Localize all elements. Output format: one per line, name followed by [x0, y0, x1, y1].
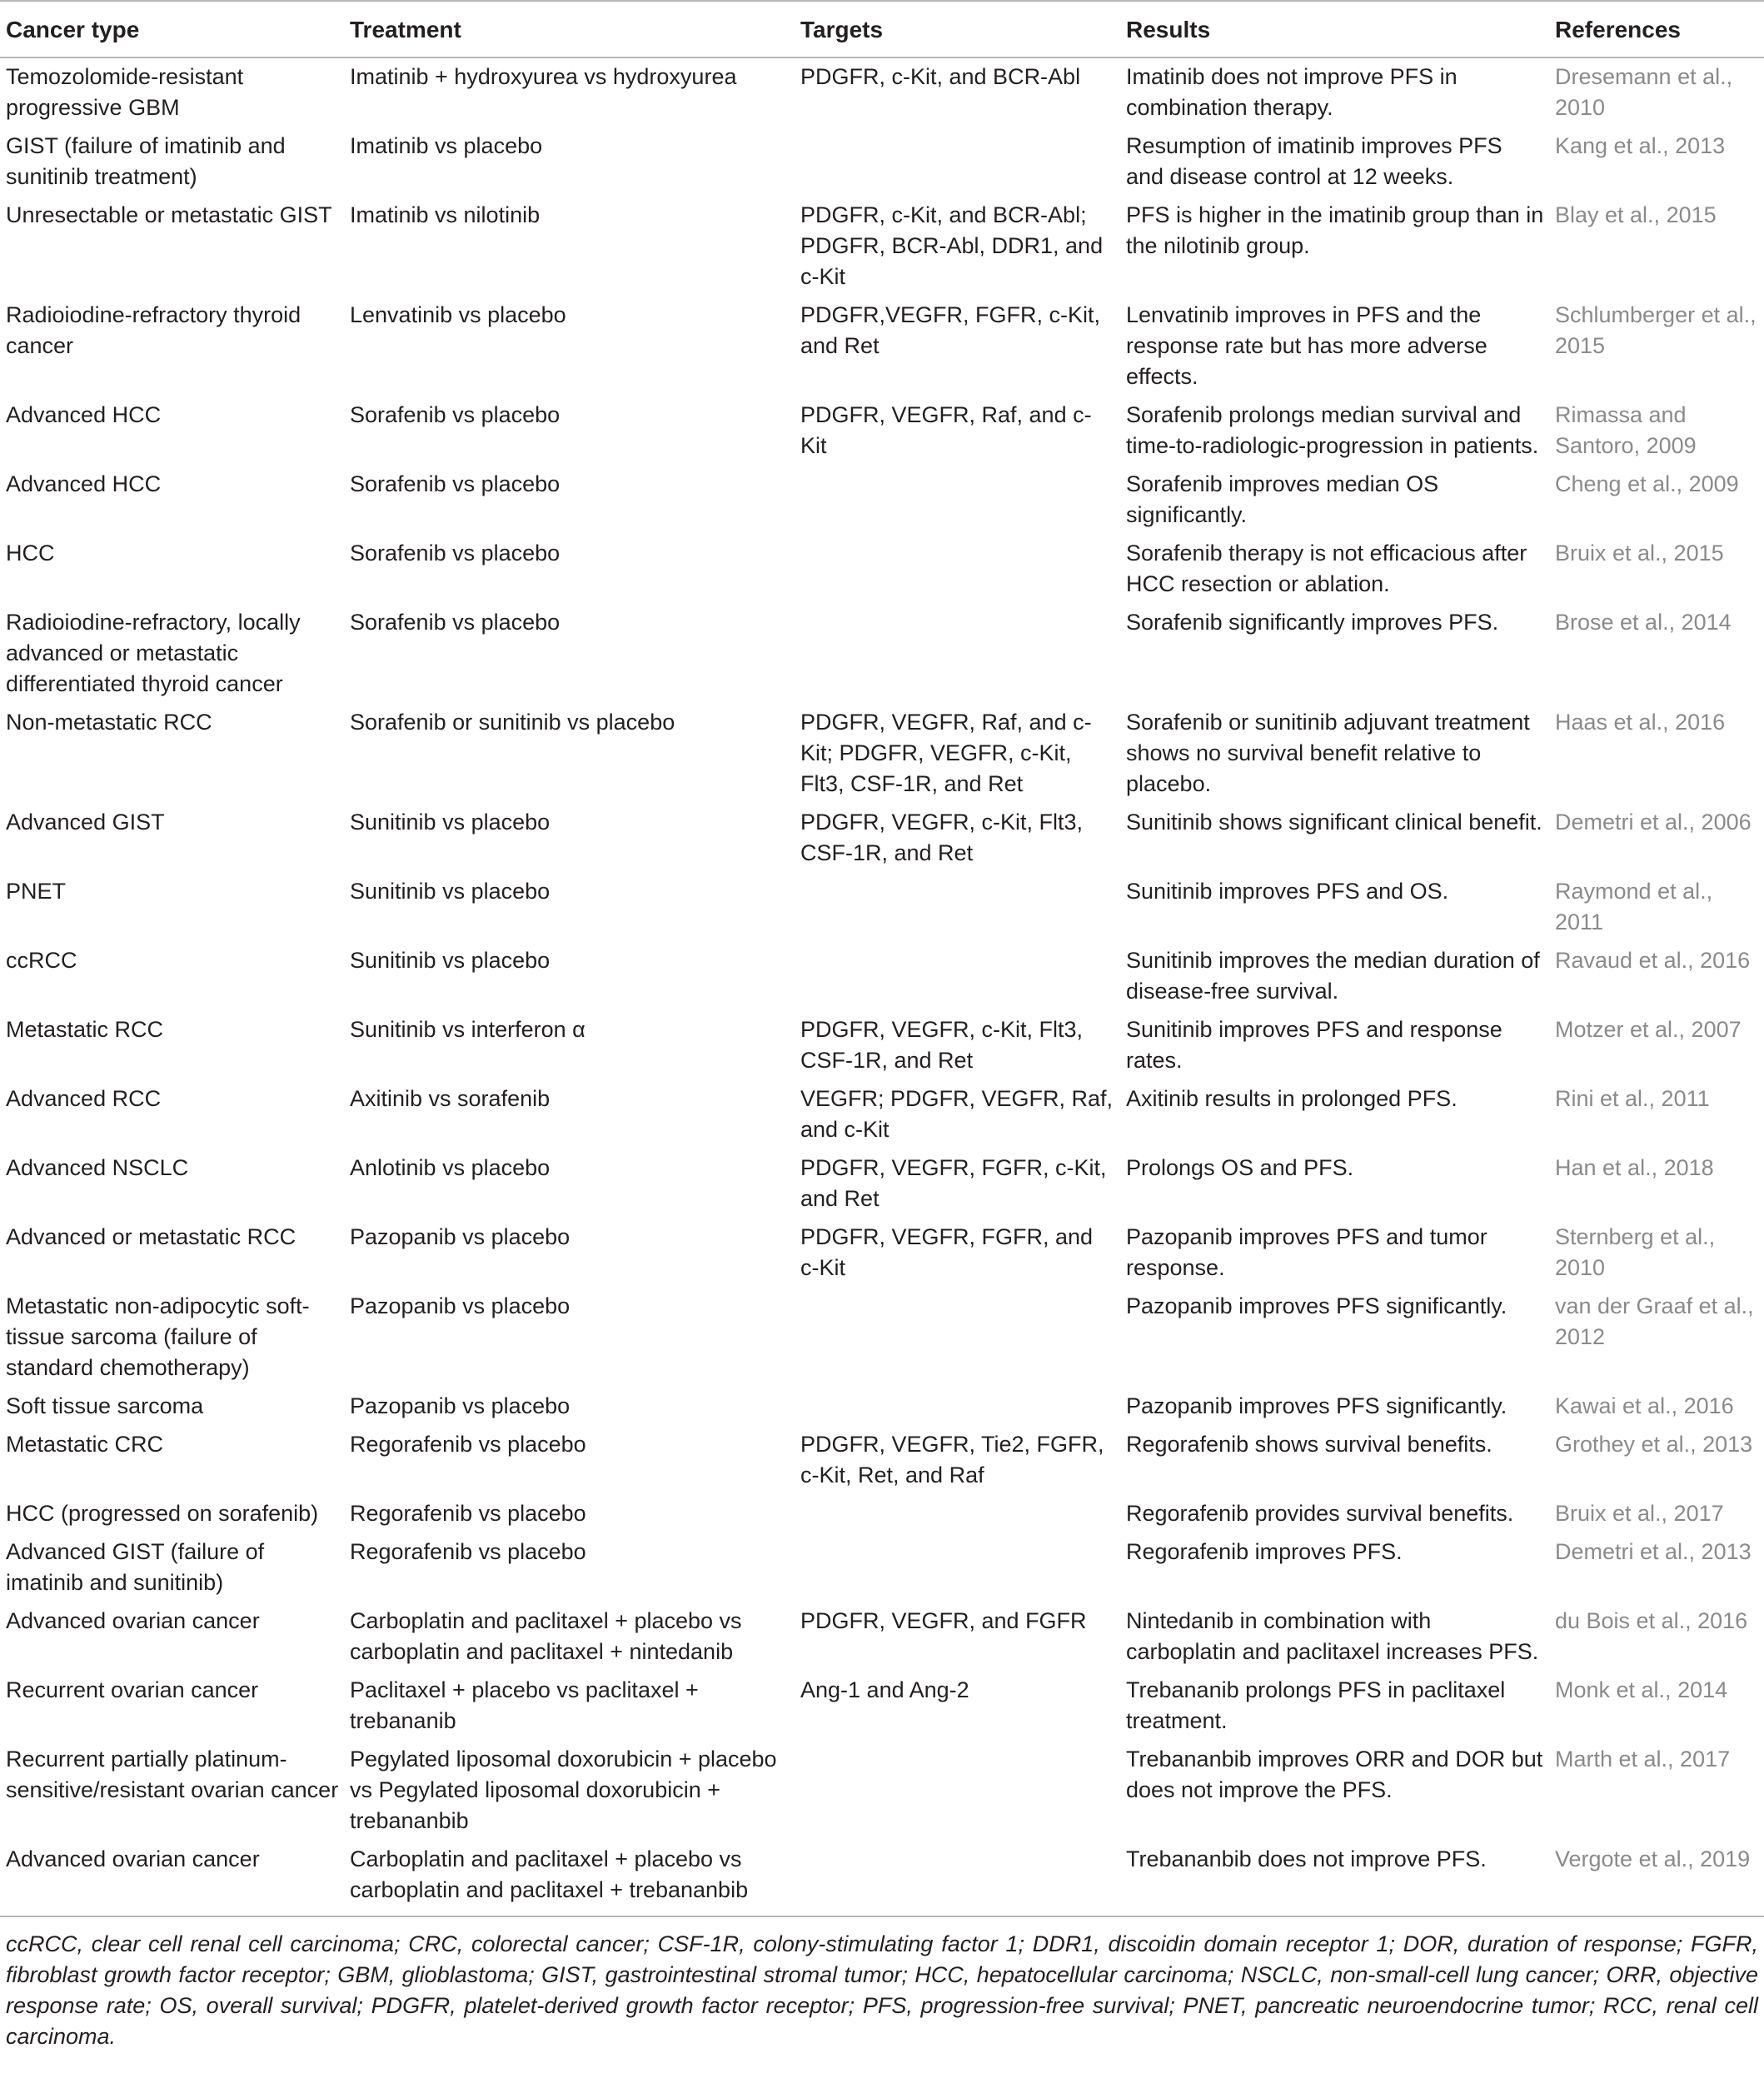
table-row	[0, 1288, 1764, 1388]
table-row	[0, 466, 1764, 535]
reference-cell: Han et al., 2018	[1555, 1155, 1714, 1180]
targets-cell: PDGFR, VEGFR, Raf, and c-Kit; PDGFR, VEGFR, c-Kit, Flt3, CSF-1R, and Ret	[800, 710, 1092, 796]
reference-cell: Monk et al., 2014	[1555, 1677, 1728, 1702]
targets-cell: PDGFR, VEGFR, Tie2, FGFR, c-Kit, Ret, and Raf	[800, 1432, 1104, 1487]
cancer-type-cell: Advanced RCC	[6, 1086, 162, 1111]
treatment-cell: Carboplatin and paclitaxel + placebo vs carboplatin and paclitaxel + trebananbib	[344, 1841, 795, 1916]
header-targets: Targets	[795, 1, 1120, 57]
targets-cell	[795, 942, 1120, 1011]
reference-cell: Cheng et al., 2009	[1555, 471, 1739, 496]
targets-cell: PDGFR, VEGFR, c-Kit, Flt3, CSF-1R, and Ret	[800, 810, 1084, 865]
treatment-cell: Imatinib + hydroxyurea vs hydroxyurea	[350, 64, 737, 89]
targets-cell: PDGFR, VEGFR, Raf, and c-Kit	[800, 402, 1092, 458]
results-cell: Trebananbib improves ORR and DOR but does not improve the PFS.	[1126, 1747, 1543, 1802]
targets-cell	[795, 1841, 1120, 1916]
treatment-cell: Anlotinib vs placebo	[350, 1155, 551, 1180]
treatment-cell: Regorafenib vs placebo	[350, 1539, 586, 1564]
reference-cell: Kang et al., 2013	[1555, 133, 1726, 158]
table-row	[0, 1149, 1764, 1218]
results-cell: Sunitinib shows significant clinical benefit.	[1126, 810, 1542, 835]
treatment-cell: Sorafenib or sunitinib vs placebo	[350, 710, 675, 735]
reference-cell: Demetri et al., 2013	[1555, 1539, 1752, 1564]
treatment-cell: Sorafenib vs placebo	[350, 402, 561, 427]
targets-cell: PDGFR, VEGFR, c-Kit, Flt3, CSF-1R, and Ret	[800, 1017, 1084, 1073]
treatment-cell: Pazopanib vs placebo	[350, 1393, 571, 1418]
treatment-cell: Sunitinib vs placebo	[350, 810, 551, 835]
results-cell: Sorafenib significantly improves PFS.	[1126, 610, 1499, 635]
targets-cell	[795, 466, 1120, 535]
targets-cell	[795, 127, 1120, 197]
results-cell: Sunitinib improves PFS and OS.	[1126, 879, 1449, 904]
table-row	[0, 1388, 1764, 1426]
reference-cell: Rimassa and Santoro, 2009	[1555, 402, 1697, 458]
results-cell: Pazopanib improves PFS significantly.	[1126, 1293, 1507, 1318]
results-cell: Resumption of imatinib improves PFS and disease control at 12 weeks.	[1126, 133, 1502, 189]
cancer-type-cell: Recurrent partially platinum-sensitive/resistant ovarian cancer	[6, 1747, 339, 1802]
cancer-type-cell: Soft tissue sarcoma	[6, 1393, 204, 1418]
results-cell: Sorafenib prolongs median survival and time-to-radiologic-progression in patients.	[1126, 402, 1539, 458]
results-cell: Axitinib results in prolonged PFS.	[1126, 1086, 1458, 1111]
treatment-cell: Paclitaxel + placebo vs paclitaxel + trebananib	[350, 1677, 699, 1733]
cancer-type-cell: HCC	[6, 541, 55, 566]
reference-cell: Brose et al., 2014	[1555, 610, 1732, 635]
targets-cell: PDGFR, VEGFR, and FGFR	[800, 1608, 1087, 1633]
reference-cell: Ravaud et al., 2016	[1555, 948, 1751, 973]
targets-cell: PDGFR, c-Kit, and BCR-Abl; PDGFR, BCR-Abl, DDR1, and c-Kit	[800, 202, 1104, 289]
treatment-cell: Imatinib vs placebo	[350, 133, 543, 158]
targets-cell: PDGFR, VEGFR, FGFR, c-Kit, and Ret	[800, 1155, 1107, 1211]
results-cell: Nintedanib in combination with carboplatin and paclitaxel increases PFS.	[1126, 1608, 1539, 1664]
results-cell: Trebananbib does not improve PFS.	[1120, 1841, 1549, 1916]
reference-cell: van der Graaf et al., 2012	[1555, 1293, 1754, 1349]
reference-cell: Dresemann et al., 2010	[1555, 64, 1733, 120]
targets-cell: VEGFR; PDGFR, VEGFR, Raf, and c-Kit	[800, 1086, 1114, 1142]
header-references: References	[1549, 1, 1764, 57]
reference-cell: Vergote et al., 2019	[1549, 1841, 1764, 1916]
cancer-type-cell: Advanced ovarian cancer	[6, 1608, 260, 1633]
table-row	[0, 1218, 1764, 1288]
treatment-cell: Sunitinib vs placebo	[350, 879, 551, 904]
targets-cell	[795, 1288, 1120, 1388]
treatment-cell: Regorafenib vs placebo	[350, 1501, 586, 1526]
cancer-type-cell: Metastatic CRC	[6, 1432, 164, 1457]
table-row	[0, 197, 1764, 297]
results-cell: Regorafenib provides survival benefits.	[1126, 1501, 1514, 1526]
results-cell: Sunitinib improves PFS and response rates.	[1126, 1017, 1502, 1073]
results-cell: Regorafenib shows survival benefits.	[1126, 1432, 1492, 1457]
table-row	[0, 1080, 1764, 1149]
table-row	[0, 1602, 1764, 1672]
treatment-cell: Regorafenib vs placebo	[350, 1432, 586, 1457]
targets-cell	[795, 1495, 1120, 1533]
reference-cell: Raymond et al., 2011	[1555, 879, 1713, 934]
reference-cell: Marth et al., 2017	[1555, 1747, 1731, 1772]
table-row	[0, 804, 1764, 873]
targets-cell	[795, 1741, 1120, 1841]
reference-cell: Sternberg et al., 2010	[1555, 1224, 1716, 1280]
treatment-cell: Sorafenib vs placebo	[350, 471, 561, 496]
targets-cell	[795, 604, 1120, 704]
reference-cell: Grothey et al., 2013	[1555, 1432, 1753, 1457]
targets-cell: PDGFR, c-Kit, and BCR-Abl	[800, 64, 1081, 89]
reference-cell: du Bois et al., 2016	[1555, 1608, 1748, 1633]
treatment-cell: Pegylated liposomal doxorubicin + placebo vs Pegylated liposomal doxorubicin + trebananbib	[350, 1747, 777, 1833]
reference-cell: Demetri et al., 2006	[1555, 810, 1752, 835]
reference-cell: Bruix et al., 2015	[1555, 541, 1724, 566]
cancer-type-cell: Radioiodine-refractory thyroid cancer	[6, 302, 301, 358]
reference-cell: Blay et al., 2015	[1555, 202, 1717, 227]
header-row	[0, 1, 1764, 57]
reference-cell: Schlumberger et al., 2015	[1555, 302, 1757, 358]
table-row	[0, 57, 1764, 127]
cancer-type-cell: Metastatic RCC	[6, 1017, 164, 1042]
targets-cell: PDGFR, VEGFR, FGFR, and c-Kit	[800, 1224, 1094, 1280]
treatment-cell: Sunitinib vs placebo	[350, 948, 551, 973]
targets-cell	[795, 1388, 1120, 1426]
results-cell: Sorafenib therapy is not efficacious after HCC resection or ablation.	[1126, 541, 1527, 596]
table-row	[0, 1741, 1764, 1841]
treatment-cell: Lenvatinib vs placebo	[350, 302, 566, 327]
results-cell: Pazopanib improves PFS and tumor response.	[1126, 1224, 1487, 1280]
results-cell: PFS is higher in the imatinib group than in the nilotinib group.	[1126, 202, 1544, 258]
results-cell: Sorafenib or sunitinib adjuvant treatment shows no survival benefit relative to placebo.	[1126, 710, 1530, 796]
table-row	[0, 1672, 1764, 1741]
reference-cell: Haas et al., 2016	[1555, 710, 1726, 735]
cancer-type-cell: Advanced NSCLC	[6, 1155, 189, 1180]
cancer-type-cell: Recurrent ovarian cancer	[6, 1677, 259, 1702]
cancer-type-cell: Advanced GIST	[6, 810, 165, 835]
header-cancer-type: Cancer type	[0, 1, 344, 57]
cancer-type-cell: Advanced HCC	[6, 471, 162, 496]
targets-cell	[795, 535, 1120, 604]
table-row	[0, 396, 1764, 466]
results-cell: Trebananib prolongs PFS in paclitaxel treatment.	[1126, 1677, 1506, 1733]
cancer-type-cell: Advanced ovarian cancer	[0, 1841, 344, 1916]
cancer-type-cell: ccRCC	[6, 948, 77, 973]
cancer-type-cell: Temozolomide-resistant progressive GBM	[6, 64, 244, 120]
treatment-cell: Axitinib vs sorafenib	[350, 1086, 551, 1111]
cancer-type-cell: GIST (failure of imatinib and sunitinib treatment)	[6, 133, 286, 189]
header-treatment: Treatment	[344, 1, 795, 57]
treatment-cell: Imatinib vs nilotinib	[350, 202, 541, 227]
table-body	[0, 57, 1764, 1916]
reference-cell: Rini et al., 2011	[1555, 1086, 1710, 1111]
cancer-type-cell: Advanced HCC	[6, 402, 162, 427]
treatment-cell: Pazopanib vs placebo	[350, 1293, 571, 1318]
cancer-type-cell: HCC (progressed on sorafenib)	[6, 1501, 319, 1526]
table-row	[0, 1533, 1764, 1602]
table-row	[0, 942, 1764, 1011]
table-row	[0, 704, 1764, 804]
cancer-type-cell: Advanced GIST (failure of imatinib and sunitinib)	[6, 1539, 265, 1595]
table-row	[0, 127, 1764, 197]
table-header	[0, 1, 1764, 57]
results-cell: Sorafenib improves median OS significantly.	[1126, 471, 1439, 527]
reference-cell: Motzer et al., 2007	[1555, 1017, 1742, 1042]
treatment-cell: Sorafenib vs placebo	[350, 541, 561, 566]
results-cell: Pazopanib improves PFS significantly.	[1126, 1393, 1507, 1418]
cancer-type-cell: PNET	[6, 879, 67, 904]
results-cell: Regorafenib improves PFS.	[1126, 1539, 1403, 1564]
table-row	[0, 604, 1764, 704]
cancer-type-cell: Radioiodine-refractory, locally advanced or metastatic differentiated thyroid cancer	[6, 610, 301, 696]
treatment-cell: Sorafenib vs placebo	[350, 610, 561, 635]
results-cell: Lenvatinib improves in PFS and the response rate but has more adverse effects.	[1126, 302, 1487, 389]
table-row	[0, 535, 1764, 604]
header-results: Results	[1120, 1, 1549, 57]
targets-cell: PDGFR,VEGFR, FGFR, c-Kit, and Ret	[800, 302, 1101, 358]
results-cell: Sunitinib improves the median duration of disease-free survival.	[1126, 948, 1540, 1004]
table-row	[0, 1011, 1764, 1080]
table-footnote: ccRCC, clear cell renal cell carcinoma; CRC, colorectal cancer; CSF-1R, colony-stimulating factor 1; DDR1, discoidin domain receptor 1; DOR, duration of response; FGFR, fibroblast growth factor receptor; GBM, glioblastoma; GIST, gastrointestinal stromal tumor; HCC, hepatocellular carcinoma; NSCLC, non-small-cell lung cancer; ORR, objective response rate; OS, overall survival; PDGFR, platelet-derived growth factor receptor; PFS, progression-free survival; PNET, pancreatic neuroendocrine tumor; RCC, renal cell carcinoma.	[6, 1931, 1758, 2049]
table-row	[0, 873, 1764, 942]
targets-cell	[795, 873, 1120, 942]
treatment-cell: Pazopanib vs placebo	[350, 1224, 571, 1249]
treatment-cell: Sunitinib vs interferon α	[350, 1017, 586, 1042]
cancer-type-cell: Advanced or metastatic RCC	[6, 1224, 296, 1249]
cancer-type-cell: Unresectable or metastatic GIST	[6, 202, 332, 227]
cancer-type-cell: Non-metastatic RCC	[6, 710, 212, 735]
table-row	[0, 297, 1764, 396]
table-row	[0, 1426, 1764, 1495]
table-row	[0, 1495, 1764, 1533]
reference-cell: Bruix et al., 2017	[1555, 1501, 1724, 1526]
cancer-type-cell: Metastatic non-adipocytic soft-tissue sarcoma (failure of standard chemotherapy)	[6, 1293, 310, 1380]
targets-cell: Ang-1 and Ang-2	[800, 1677, 969, 1702]
reference-cell: Kawai et al., 2016	[1555, 1393, 1734, 1418]
results-cell: Prolongs OS and PFS.	[1126, 1155, 1354, 1180]
targets-cell	[795, 1533, 1120, 1602]
table-row	[0, 1841, 1764, 1916]
results-cell: Imatinib does not improve PFS in combination therapy.	[1126, 64, 1458, 120]
treatment-cell: Carboplatin and paclitaxel + placebo vs carboplatin and paclitaxel + nintedanib	[350, 1608, 742, 1664]
